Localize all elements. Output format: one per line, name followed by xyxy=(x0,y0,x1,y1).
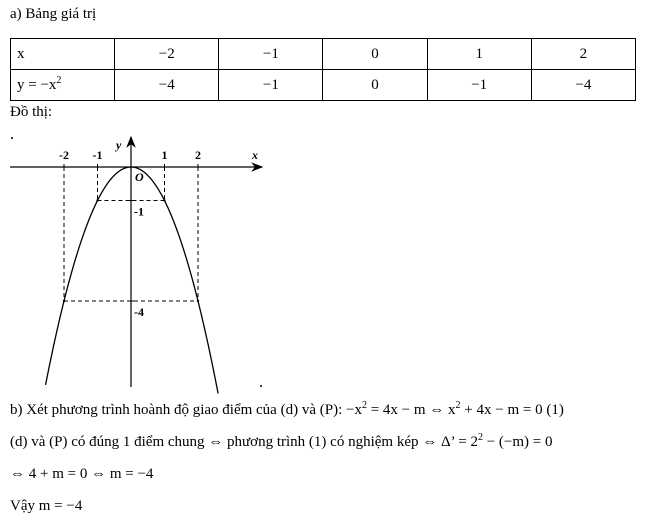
part-b-line-3: ⇔ 4 + m = 0 ⇔ m = −4 xyxy=(10,466,154,482)
table-cell: −2 xyxy=(115,39,219,70)
text: (d) và (P) có đúng 1 điểm chung ⇔ phương trình (1) có nghiệm kép ⇔ Δ’ = 2 xyxy=(10,434,478,450)
part-b-line-2 xyxy=(10,434,553,451)
graph-label: Đồ thị: xyxy=(10,104,53,120)
table-cell: −4 xyxy=(115,70,219,101)
data-point xyxy=(96,199,98,201)
origin-label: O xyxy=(135,170,144,184)
data-point xyxy=(63,300,65,302)
parabola-graph xyxy=(0,125,300,395)
x-tick-label: -2 xyxy=(59,148,69,162)
data-point xyxy=(197,300,199,302)
x-tick-label: 1 xyxy=(161,148,168,162)
y-label-exponent: 2 xyxy=(56,74,62,86)
text: − (−m) = 0 xyxy=(482,434,553,450)
conclusion: Vậy m = −4 xyxy=(10,498,83,514)
exponent: 2 xyxy=(361,400,367,411)
y-tick-label: -4 xyxy=(134,305,144,319)
x-tick-label: 2 xyxy=(195,148,201,162)
text: + 4x − m = 0 (1) xyxy=(460,402,564,418)
exponent: 2 xyxy=(477,432,483,443)
exponent: 2 xyxy=(455,400,461,411)
text: b) Xét phương trình hoành độ giao điểm của (d) và (P): −x xyxy=(10,402,362,418)
data-point xyxy=(163,199,165,201)
table-cell: 2 xyxy=(531,39,635,70)
table-cell: 0 xyxy=(323,39,427,70)
y-axis-label: y xyxy=(116,138,122,152)
text: = 4x − m ⇔ x xyxy=(366,402,456,418)
table-header-y xyxy=(11,70,115,101)
value-table xyxy=(10,38,636,101)
table-row-x xyxy=(11,39,636,70)
x-axis-label: x xyxy=(252,148,258,162)
x-tick-label: -1 xyxy=(92,148,103,162)
table-cell: −1 xyxy=(219,39,323,70)
table-cell: −1 xyxy=(427,70,531,101)
table-cell: 1 xyxy=(427,39,531,70)
part-b-line-1 xyxy=(10,402,564,419)
corner-dot xyxy=(11,137,13,139)
table-cell: 0 xyxy=(323,70,427,101)
table-cell: −1 xyxy=(219,70,323,101)
y-tick-label: -1 xyxy=(134,204,144,219)
y-label-text: y = −x xyxy=(17,76,57,93)
part-a-heading: a) Bảng giá trị xyxy=(10,6,97,22)
table-row-y xyxy=(11,70,636,101)
table-header-x: x xyxy=(11,39,115,70)
table-cell: −4 xyxy=(531,70,635,101)
corner-dot xyxy=(260,385,262,387)
